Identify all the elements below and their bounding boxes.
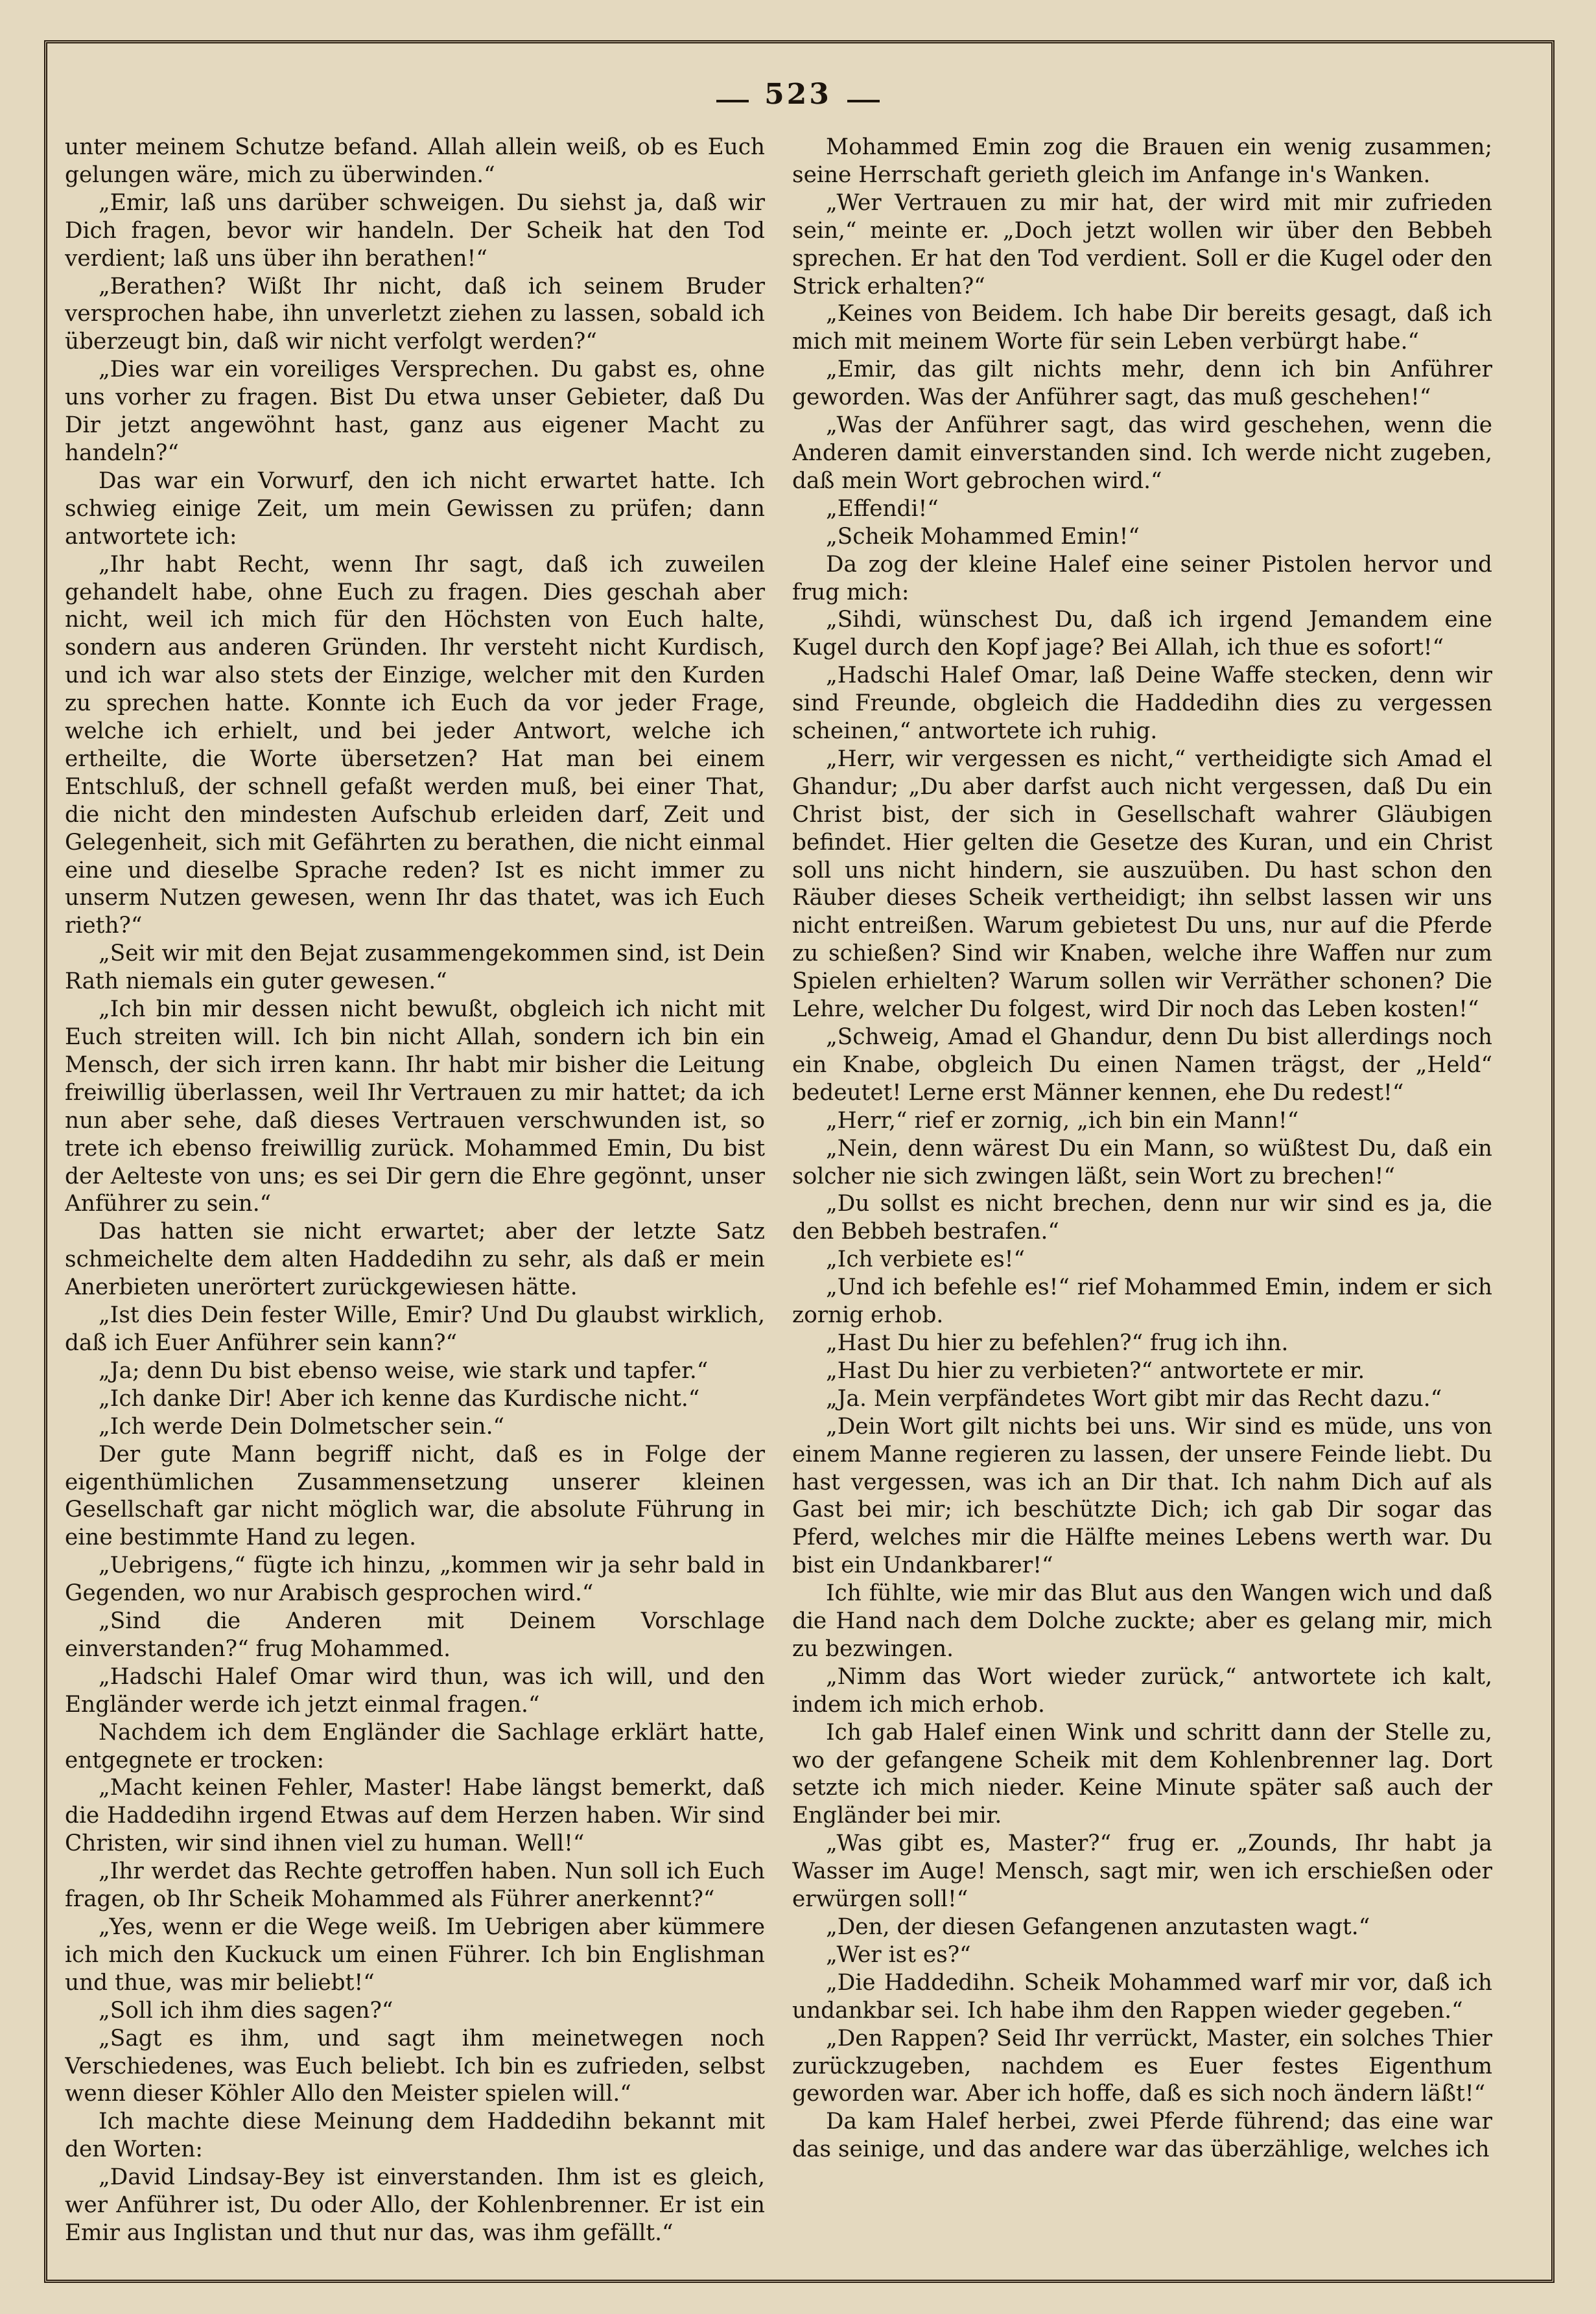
paragraph: Ich machte diese Meinung dem Haddedihn bekannt mit den Worten:: [65, 2109, 765, 2163]
paragraph: „Ihr habt Recht, wenn Ihr sagt, daß ich zuweilen gehandelt habe, ohne Euch zu fragen. Dies geschah aber nicht, weil ich mich für den Höchsten von Euch halte, sondern aus anderen Gründen. Ihr versteht nicht Kurdisch, und ich war also stets der Einzige, welcher mit den Kurden zu sprechen hatte. Konnte ich Euch da vor jeder Frage, welche ich erhielt, und bei jeder Antwort, welche ich ertheilte, die Worte übersetzen? Hat man bei einem Entschluß, der schnell gefaßt werden muß, bei einer That, die nicht den mindesten Aufschub erleiden darf, Zeit und Gelegenheit, sich mit Gefährten zu berathen, die nicht einmal eine und dieselbe Sprache reden? Ist es nicht immer zu unserm Nutzen gewesen, wenn Ihr das thatet, was ich Euch rieth?“: [65, 551, 765, 939]
paragraph: „Ich bin mir dessen nicht bewußt, obgleich ich nicht mit Euch streiten will. Ich bin nicht Allah, sondern ich bin ein Mensch, der sich irren kann. Ihr habt mir bisher die Leitung freiwillig überlassen, weil Ihr Vertrauen zu mir hattet; da ich nun aber sehe, daß dieses Vertrauen verschwunden ist, so trete ich ebenso freiwillig zurück. Mohammed Emin, Du bist der Aelteste von uns; es sei Dir gern die Ehre gegönnt, unser Anführer zu sein.“: [65, 996, 765, 1217]
paragraph: „Herr,“ rief er zornig, „ich bin ein Mann!“: [826, 1107, 1299, 1134]
paragraph: „Was der Anführer sagt, das wird geschehen, wenn die Anderen damit einverstanden sind. Ich werde nicht zugeben, daß mein Wort gebrochen wird.“: [792, 412, 1492, 494]
paragraph: Da kam Halef herbei, zwei Pferde führend; das eine war das seinige, und das andere war das überzählige, welches ich: [792, 2109, 1492, 2163]
page-number: 523: [764, 78, 832, 111]
paragraph: „Effendi!“: [826, 495, 939, 522]
paragraph: Das war ein Vorwurf, den ich nicht erwartet hatte. Ich schwieg einige Zeit, um mein Gewissen zu prüfen; dann antwortete ich:: [65, 467, 765, 550]
paragraph: „Nimm das Wort wieder zurück,“ antwortete ich kalt, indem ich mich erhob.: [792, 1663, 1492, 1718]
paragraph: „Schweig, Amad el Ghandur, denn Du bist allerdings noch ein Knabe, obgleich Du einen Namen trägst, der „Held“ bedeutet! Lerne erst Männer kennen, ehe Du redest!“: [792, 1024, 1492, 1106]
paragraph: „Ich danke Dir! Aber ich kenne das Kurdische nicht.“: [99, 1385, 700, 1412]
paragraph: „Du sollst es nicht brechen, denn nur wir sind es ja, die den Bebbeh bestrafen.“: [792, 1191, 1492, 1245]
paragraph: „Hadschi Halef Omar, laß Deine Waffe stecken, denn wir sind Freunde, obgleich die Haddedihn dies zu vergessen scheinen,“ antwortete ich ruhig.: [792, 662, 1492, 745]
paragraph: „Uebrigens,“ fügte ich hinzu, „kommen wir ja sehr bald in Gegenden, wo nur Arabisch gesprochen wird.“: [65, 1552, 765, 1607]
page-header: [0, 78, 1596, 117]
paragraph: „Ich verbiete es!“: [826, 1246, 1025, 1273]
paragraph: „Hast Du hier zu befehlen?“ frug ich ihn.: [826, 1329, 1289, 1356]
header-dash-right: [847, 100, 880, 102]
left-text-column: [65, 134, 765, 2253]
paragraph: „Emir, laß uns darüber schweigen. Du siehst ja, daß wir Dich fragen, bevor wir handeln. Der Scheik hat den Tod verdient; laß uns über ihn berathen!“: [65, 189, 765, 272]
paragraph: „Sagt es ihm, und sagt ihm meinetwegen noch Verschiedenes, was Euch beliebt. Ich bin es zufrieden, selbst wenn dieser Köhler Allo den Meister spielen will.“: [65, 2025, 765, 2107]
paragraph: „Emir, das gilt nichts mehr, denn ich bin Anführer geworden. Was der Anführer sagt, das muß geschehen!“: [792, 356, 1492, 411]
paragraph: „Keines von Beidem. Ich habe Dir bereits gesagt, daß ich mich mit meinem Worte für sein Leben verbürgt habe.“: [792, 301, 1492, 355]
paragraph: „Berathen? Wißt Ihr nicht, daß ich seinem Bruder versprochen habe, ihn unverletzt ziehen zu lassen, sobald ich überzeugt bin, daß wir nicht verfolgt werden?“: [65, 273, 765, 355]
paragraph: „Sihdi, wünschest Du, daß ich irgend Jemandem eine Kugel durch den Kopf jage? Bei Allah, ich thue es sofort!“: [792, 607, 1492, 661]
paragraph: „Den, der diesen Gefangenen anzutasten wagt.“: [826, 1914, 1370, 1940]
paragraph: „Herr, wir vergessen es nicht,“ vertheidigte sich Amad el Ghandur; „Du aber darfst auch nicht vergessen, daß Du ein Christ bist, der sich in Gesellschaft wahrer Gläubigen befindet. Hier gelten die Gesetze des Kuran, und ein Christ soll uns nicht hindern, sie auszuüben. Du hast schon den Räuber dieses Scheik vertheidigt; ihn selbst lassen wir uns nicht entreißen. Warum gebietest Du uns, nur auf die Pferde zu schießen? Sind wir Knaben, welche ihre Waffen nur zum Spielen erhielten? Warum sollen wir Verräther schonen? Die Lehre, welcher Du folgest, wird Dir noch das Leben kosten!“: [792, 745, 1492, 1023]
paragraph: „Seit wir mit den Bejat zusammengekommen sind, ist Dein Rath niemals ein guter gewesen.“: [65, 941, 765, 995]
paragraph: Der gute Mann begriff nicht, daß es in Folge der eigenthümlichen Zusammensetzung unserer kleinen Gesellschaft gar nicht möglich war, die absolute Führung in eine bestimmte Hand zu legen.: [65, 1441, 765, 1551]
paragraph: „Was gibt es, Master?“ frug er. „Zounds, Ihr habt ja Wasser im Auge! Mensch, sagt mir, wen ich erschießen oder erwürgen soll!“: [792, 1830, 1492, 1913]
paragraph: „Wer Vertrauen zu mir hat, der wird mit mir zufrieden sein,“ meinte er. „Doch jetzt wollen wir über den Bebbeh sprechen. Er hat den Tod verdient. Soll er die Kugel oder den Strick erhalten?“: [792, 189, 1492, 299]
paragraph: „Sind die Anderen mit Deinem Vorschlage einverstanden?“ frug Mohammed.: [65, 1608, 765, 1662]
paragraph: „Macht keinen Fehler, Master! Habe längst bemerkt, daß die Haddedihn irgend Etwas auf dem Herzen haben. Wir sind Christen, wir sind ihnen viel zu human. Well!“: [65, 1775, 765, 1857]
paragraph: „Dein Wort gilt nichts bei uns. Wir sind es müde, uns von einem Manne regieren zu lassen, der unsere Feinde liebt. Du hast vergessen, was ich an Dir that. Ich nahm Dich auf als Gast bei mir; ich beschützte Dich; ich gab Dir sogar das Pferd, welches mir die Hälfte meines Lebens werth war. Du bist ein Undankbarer!“: [792, 1413, 1492, 1579]
paragraph: „Und ich befehle es!“ rief Mohammed Emin, indem er sich zornig erhob.: [792, 1274, 1492, 1329]
paragraph: „Wer ist es?“: [826, 1941, 971, 1968]
paragraph: „Ihr werdet das Rechte getroffen haben. Nun soll ich Euch fragen, ob Ihr Scheik Mohammed als Führer anerkennt?“: [65, 1858, 765, 1913]
paragraph: „Hast Du hier zu verbieten?“ antwortete er mir.: [826, 1357, 1365, 1384]
header-dash-left: [716, 100, 749, 102]
paragraph: „David Lindsay-Bey ist einverstanden. Ihm ist es gleich, wer Anführer ist, Du oder Allo, der Kohlenbrenner. Er ist ein Emir aus Inglistan und thut nur das, was ihm gefällt.“: [65, 2164, 765, 2246]
paragraph: „Yes, wenn er die Wege weiß. Im Uebrigen aber kümmere ich mich den Kuckuck um einen Führer. Ich bin Englishman und thue, was mir beliebt!“: [65, 1914, 765, 1996]
paragraph: „Soll ich ihm dies sagen?“: [99, 1997, 393, 2024]
right-text-column: [792, 134, 1492, 2253]
paragraph: „Die Haddedihn. Scheik Mohammed warf mir vor, daß ich undankbar sei. Ich habe ihm den Rappen wieder gegeben.“: [792, 1969, 1492, 2024]
paragraph: „Scheik Mohammed Emin!“: [826, 523, 1140, 550]
paragraph: „Den Rappen? Seid Ihr verrückt, Master, ein solches Thier zurückzugeben, nachdem es Euer festes Eigenthum geworden war. Aber ich hoffe, daß es sich noch ändern läßt!“: [792, 2025, 1492, 2107]
paragraph: Ich gab Halef einen Wink und schritt dann der Stelle zu, wo der gefangene Scheik mit dem Kohlenbrenner lag. Dort setzte ich mich nieder. Keine Minute später saß auch der Engländer bei mir.: [792, 1719, 1492, 1829]
paragraph: Nachdem ich dem Engländer die Sachlage erklärt hatte, entgegnete er trocken:: [65, 1719, 765, 1773]
paragraph: „Dies war ein voreiliges Versprechen. Du gabst es, ohne uns vorher zu fragen. Bist Du etwa unser Gebieter, daß Du Dir jetzt angewöhnt hast, ganz aus eigener Macht zu handeln?“: [65, 356, 765, 466]
paragraph: „Hadschi Halef Omar wird thun, was ich will, und den Engländer werde ich jetzt einmal fragen.“: [65, 1663, 765, 1718]
paragraph: Da zog der kleine Halef eine seiner Pistolen hervor und frug mich:: [792, 551, 1492, 605]
paragraph: „Nein, denn wärest Du ein Mann, so wüßtest Du, daß ein solcher nie sich zwingen läßt, sein Wort zu brechen!“: [792, 1135, 1492, 1189]
paragraph: Ich fühlte, wie mir das Blut aus den Wangen wich und daß die Hand nach dem Dolche zuckte; aber es gelang mir, mich zu bezwingen.: [792, 1580, 1492, 1662]
paragraph: Mohammed Emin zog die Brauen ein wenig zusammen; seine Herrschaft gerieth gleich im Anfange in's Wanken.: [792, 134, 1492, 188]
paragraph: Das hatten sie nicht erwartet; aber der letzte Satz schmeichelte dem alten Haddedihn zu sehr, als daß er mein Anerbieten unerörtert zurückgewiesen hätte.: [65, 1219, 765, 1301]
paragraph: „Ja; denn Du bist ebenso weise, wie stark und tapfer.“: [99, 1357, 709, 1384]
paragraph: „Ja. Mein verpfändetes Wort gibt mir das Recht dazu.“: [826, 1385, 1442, 1412]
paragraph: „Ist dies Dein fester Wille, Emir? Und Du glaubst wirklich, daß ich Euer Anführer sein kann?“: [65, 1302, 765, 1356]
paragraph: „Ich werde Dein Dolmetscher sein.“: [99, 1413, 505, 1440]
paragraph: unter meinem Schutze befand. Allah allein weiß, ob es Euch gelungen wäre, mich zu überwinden.“: [65, 134, 765, 188]
